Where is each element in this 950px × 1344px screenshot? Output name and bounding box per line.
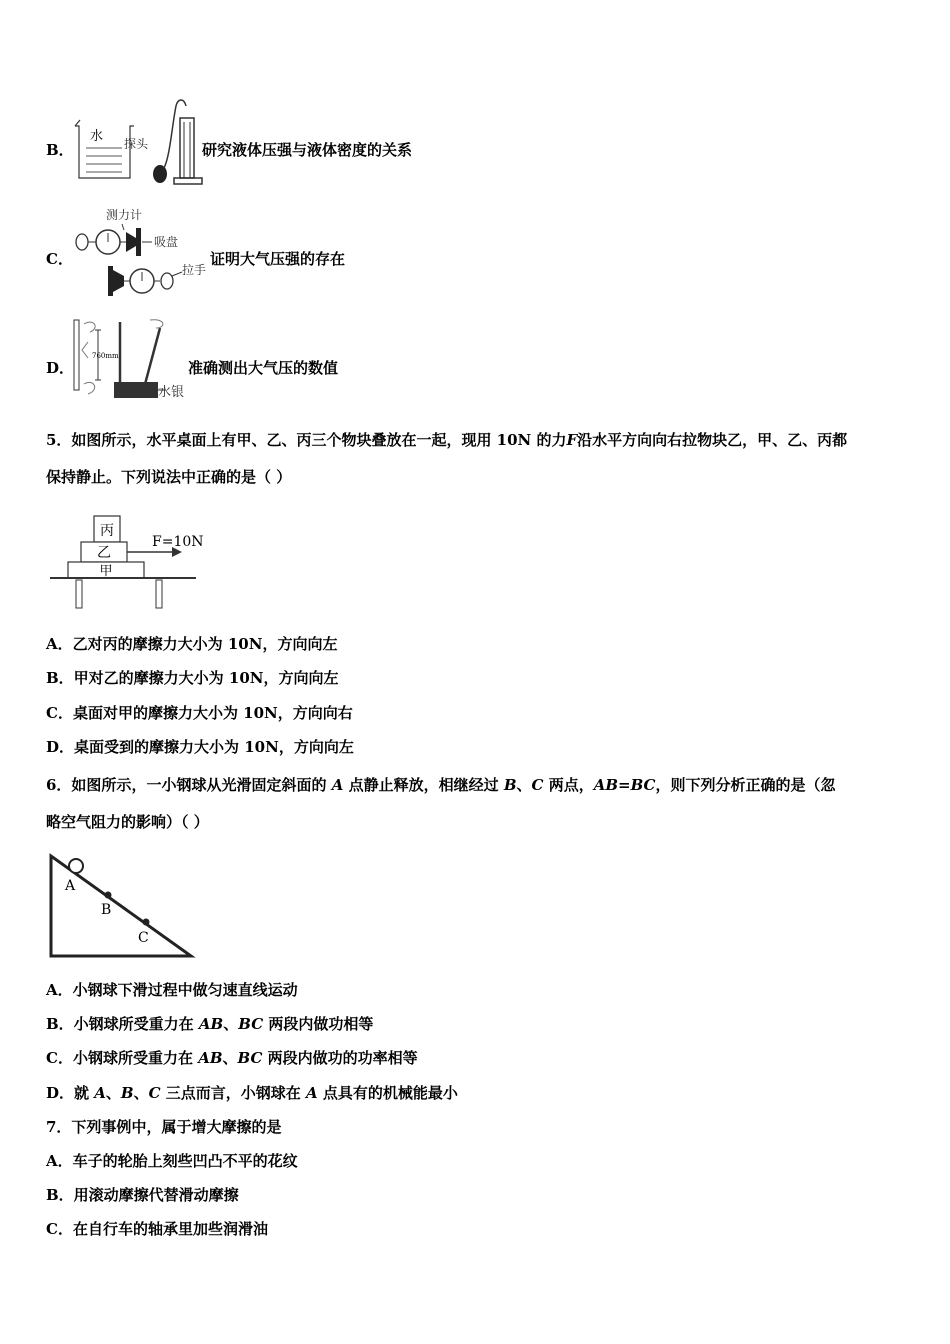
svg-text:乙: 乙 — [97, 545, 111, 561]
water-label: 水 — [90, 129, 104, 144]
height-760-label: 760mm — [92, 352, 119, 360]
q4-option-c-label: C． — [46, 250, 73, 268]
steel-ball-icon — [69, 859, 83, 873]
q6-figure — [46, 850, 198, 962]
sucker-label: 吸盘 — [154, 235, 179, 249]
q7-option-b: B．用滚动摩擦代替滑动摩擦 — [46, 1186, 239, 1204]
q5-option-a: A．乙对丙的摩擦力大小为 10N，方向向左 — [46, 635, 338, 653]
q6-option-a: A．小钢球下滑过程中做匀速直线运动 — [46, 981, 298, 999]
svg-text:甲: 甲 — [99, 564, 113, 579]
q4-b-figure — [72, 96, 208, 192]
q7-option-a: A．车子的轮胎上刻些凹凸不平的花纹 — [46, 1152, 298, 1170]
meter-label: 测力计 — [106, 208, 143, 222]
q4-c-figure — [72, 204, 212, 300]
q4-option-b-label: B． — [46, 141, 74, 159]
mercury-dish-icon — [114, 382, 158, 398]
u-tube-icon — [180, 118, 194, 178]
svg-text:A: A — [65, 878, 76, 894]
suction-cup-icon — [126, 232, 136, 252]
q6-option-c: C．小钢球所受重力在 AB、BC 两段内做功的功率相等 — [46, 1049, 418, 1067]
q4-option-d-text: 准确测出大气压的数值 — [188, 359, 339, 377]
q5-option-b: B．甲对乙的摩擦力大小为 10N，方向向左 — [46, 669, 339, 687]
probe-label: 探头 — [124, 137, 149, 151]
q6-option-b: B．小钢球所受重力在 AB、BC 两段内做功相等 — [46, 1015, 374, 1033]
point-c — [143, 919, 150, 926]
q5-stem-line2: 保持静止。下列说法中正确的是（ ） — [46, 468, 292, 486]
q5-stem-line1: 5．如图所示，水平桌面上有甲、乙、丙三个物块叠放在一起，现用 10N 的力F沿水平方向向右拉物块乙，甲、乙、丙都 — [46, 431, 848, 449]
handle-label: 拉手 — [182, 263, 207, 277]
point-b — [105, 892, 112, 899]
q4-option-b-text: 研究液体压强与液体密度的关系 — [202, 141, 413, 159]
mercury-label: 水银 — [158, 385, 185, 400]
q6-option-d: D．就 A、B、C 三点而言，小钢球在 A 点具有的机械能最小 — [46, 1084, 458, 1102]
q5-option-c: C．桌面对甲的摩擦力大小为 10N，方向向右 — [46, 704, 353, 722]
q4-option-d-label: D． — [46, 359, 75, 377]
q6-stem-line2: 略空气阻力的影响）（ ） — [46, 813, 209, 831]
q5-option-d: D．桌面受到的摩擦力大小为 10N，方向向左 — [46, 738, 354, 756]
svg-text:C: C — [138, 930, 149, 946]
q4-d-figure — [70, 314, 190, 404]
svg-text:B: B — [101, 902, 112, 918]
q7-stem: 7．下列事例中，属于增大摩擦的是 — [46, 1118, 282, 1136]
q6-stem-line1: 6．如图所示，一小钢球从光滑固定斜面的 A 点静止释放，相继经过 B、C 两点，AB=BC，则下列分析正确的是（忽 — [46, 776, 836, 794]
q4-option-c-text: 证明大气压强的存在 — [210, 250, 346, 268]
q7-option-c: C．在自行车的轴承里加些润滑油 — [46, 1220, 268, 1238]
q5-figure — [48, 512, 208, 612]
force-label: F=10N — [152, 534, 204, 550]
svg-text:丙: 丙 — [100, 523, 114, 539]
